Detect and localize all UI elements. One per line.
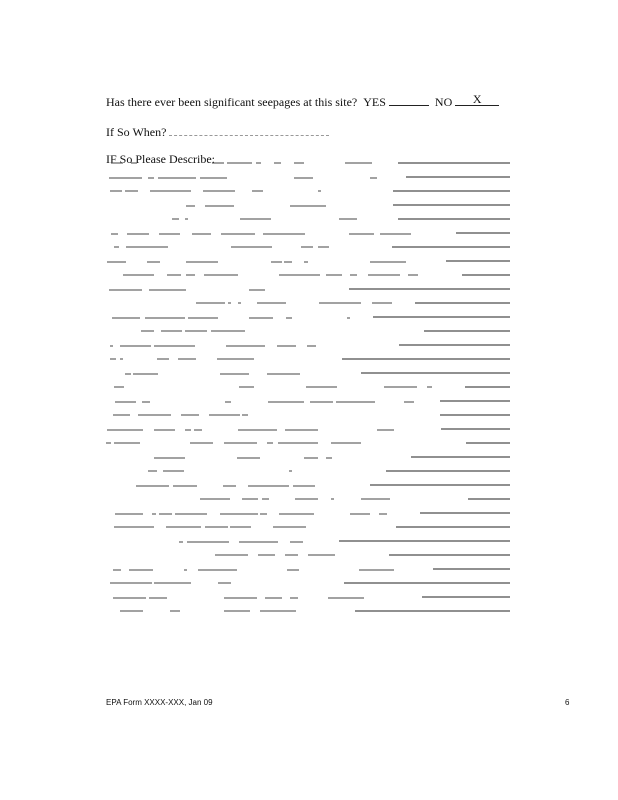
- yes-label: YES: [363, 95, 386, 109]
- when-label: If So When?: [106, 125, 167, 139]
- footer-page-number: 6: [565, 698, 570, 707]
- describe-label: IF So Please Describe:: [106, 152, 215, 166]
- no-label: NO: [434, 95, 453, 109]
- seepage-question-text: Has there ever been significant seepages at this site?: [106, 95, 358, 109]
- footer-form-id: EPA Form XXXX-XXX, Jan 09: [106, 698, 213, 707]
- no-answer-mark: X: [472, 92, 482, 106]
